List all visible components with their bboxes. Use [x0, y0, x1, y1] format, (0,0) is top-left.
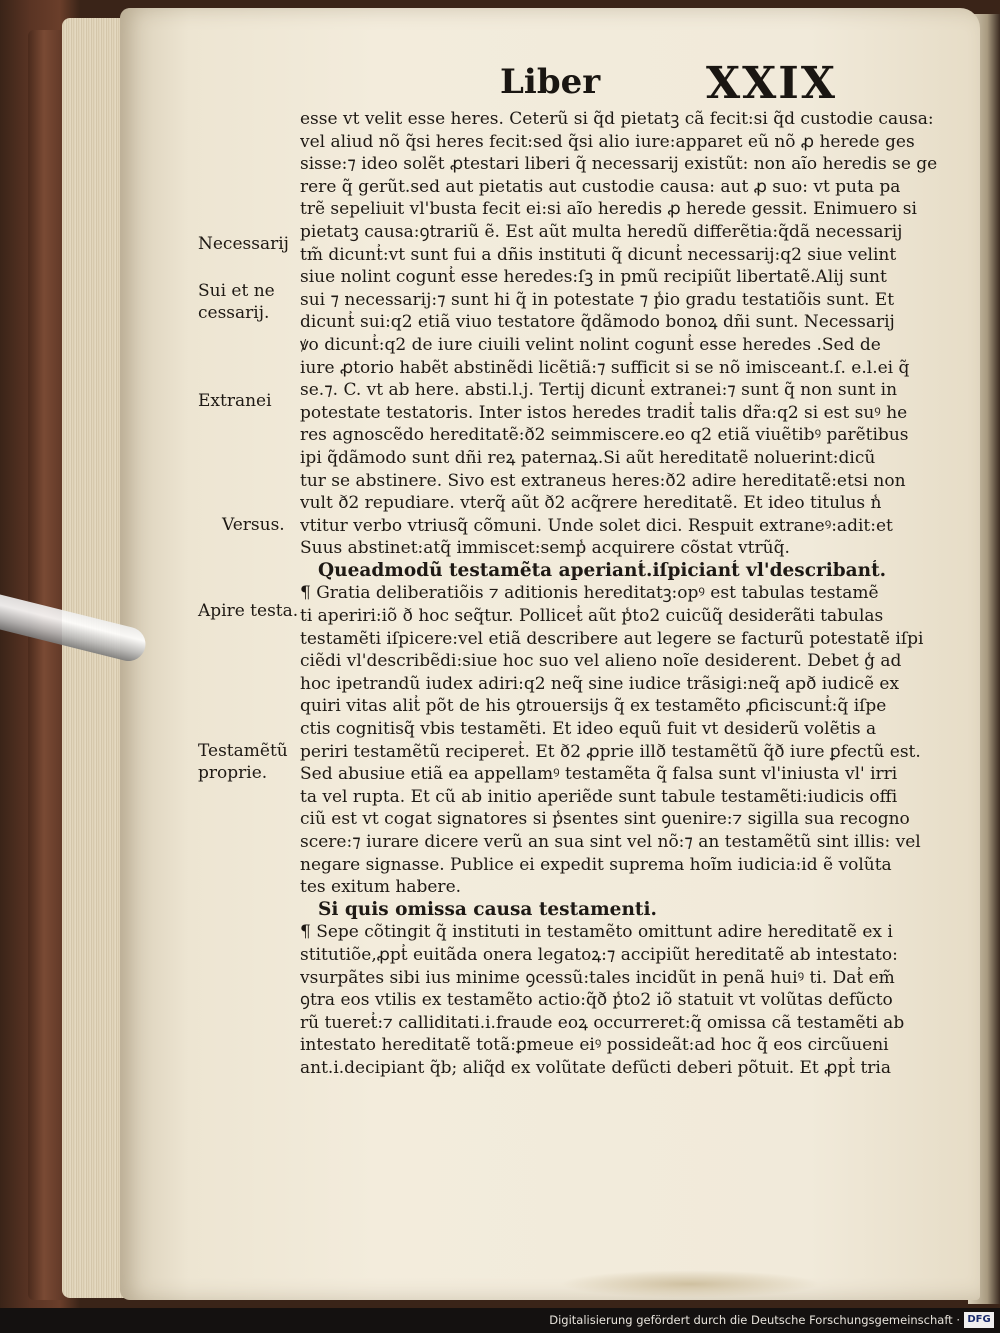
text-line: ¶ Gratia deliberatiõis ⁊ aditionis hereditatꝫ:opꝰ est tabulas testamẽ	[300, 583, 879, 604]
text-line: esse vt velit esse heres. Ceterũ si q̃d pietatꝫ cã fecit:si q̃d custodie causa:	[300, 109, 934, 129]
text-line: sui ⁊ necessarij:⁊ sunt hi q̃ in potestate ⁊ p̾io gradu testatiõis sunt. Et	[300, 289, 895, 310]
marginal-note	[198, 280, 304, 324]
text-line: tes exitum habere.	[300, 877, 462, 898]
marginal-note-text: Versus.	[222, 515, 285, 535]
marginal-note	[222, 514, 328, 536]
text-line: ciẽdi vl'describẽdi:siue hoc suo vel alieno noĩe desiderent. Debet g̾ ad	[300, 651, 902, 672]
marginal-note-text: Apire testa.	[198, 601, 299, 621]
marginal-note-text: Necessarij	[198, 234, 289, 254]
marginal-note	[198, 390, 304, 412]
text-line: iure ꝓtorio habẽt abstinẽdi licẽtiã:⁊ sufficit si se nõ imisceant.ſ. e.l.ei q̃	[300, 357, 910, 378]
text-line: ciũ est vt cogat signatores si p̾sentes sint ꝯuenire:⁊ sigilla sua recogno	[300, 809, 910, 830]
text-line: Sed abusiue etiã ea appellamꝰ testamẽta q̃ falsa sunt vl'iniusta vl' irri	[300, 764, 898, 785]
text-line: siue nolint cogunt̾ esse heredes:ſꝫ in pmũ recipiũt libertatẽ.Alij sunt	[300, 267, 887, 288]
text-line: ant.i.decipiant q̃b; aliq̃d ex volũtate defũcti deberi põtuit. Et ꝓpt̾ tria	[300, 1057, 891, 1078]
text-line: potestate testatoris. Inter istos heredes tradit̾ talis dr̃a:q2 si est suꝰ he	[300, 402, 908, 423]
marginal-note-text: cessarij.	[198, 303, 270, 323]
marginal-note-text: Testamẽtũ	[198, 741, 288, 761]
text-line: testamẽti iſpicere:vel etiã describere aut legere se facturũ potestatẽ iſpi	[300, 628, 924, 649]
text-line: sisse:⁊ ideo solẽt ꝓtestari liberi q̃ necessarij existũt: non aĩo heredis se ge	[300, 154, 938, 175]
text-line: ipi q̃dãmodo sunt dñi reꝝ paternaꝝ.Si aũt hereditatẽ noluerint:dicũ	[300, 447, 876, 468]
marginal-note-text: proprie.	[198, 763, 268, 783]
text-line: stitutiõe,ꝓpt̾ euitãda onera legatoꝝ:⁊ accipiũt hereditatẽ ab intestato:	[300, 944, 898, 965]
text-line: tur se abstinere. Sivo est extraneus heres:ð2 adire hereditatẽ:etsi non	[300, 470, 906, 491]
text-line: dicunt̾ sui:q2 etiã viuo testatore q̃dãmodo bonoꝝ dñi sunt. Necessarij	[300, 312, 895, 333]
text-line: negare signasse. Publice ei expedit suprema hoĩm iudicia:id ẽ volũta	[300, 854, 892, 875]
text-line: periri testamẽtũ reciperet̾. Et ð2 ꝓprie illð testamẽtũ q̃ð iure ꝑfectũ est.	[300, 741, 921, 762]
text-line: vel aliud nõ q̃si heres fecit:sed q̃si alio iure:apparet eũ nõ ꝓ herede ges	[300, 131, 915, 152]
text-line: se.⁊. C. vt ab here. absti.l.j. Tertij dicunt̾ extranei:⁊ sunt q̃ non sunt in	[300, 380, 898, 401]
text-line: pietatꝫ causa:ꝯtrariũ ẽ. Est aũt multa heredũ differẽtia:q̃dã necessarij	[300, 221, 903, 242]
text-line: vsurpãtes sibi ius minime ꝯcessũ:tales incidũt in penã huiꝰ ti. Dat̾ em̃	[300, 967, 895, 988]
section-heading: Si quis omissa causa testamenti.	[318, 898, 657, 920]
text-line: vult ð2 repudiare. vterq̃ aũt ð2 acq̃rere hereditatẽ. Et ideo titulus n̾	[300, 493, 882, 514]
text-line: res agnoscẽdo hereditatẽ:ð2 seimmiscere.eo q2 etiã viuẽtibꝰ parẽtibus	[300, 425, 909, 446]
text-line: ꝟo dicunt̾:q2 de iure ciuili velint nolint cogunt̾ esse heredes .Sed de	[300, 334, 881, 355]
marginal-note-text: Sui et ne	[198, 281, 275, 301]
text-line: rere q̃ gerũt.sed aut pietatis aut custodie causa: aut ꝓ suo: vt puta pa	[300, 176, 901, 197]
page-stain	[560, 1270, 820, 1298]
marginal-note	[198, 600, 304, 622]
text-line: ꝯtra eos vtilis ex testamẽto actio:q̃ð p̾to2 iõ statuit vt volũtas defũcto	[300, 990, 893, 1011]
text-line: ti aperiri:iõ ð hoc seq̃tur. Pollicet̾ aũt p̾to2 cuicũq̃ desiderãti tabulas	[300, 606, 884, 627]
marginal-note	[198, 233, 304, 255]
text-line: tm̃ dicunt̾:vt sunt fui a dñis instituti q̃ dicunt̾ necessarij:q2 siue velint	[300, 244, 897, 265]
section-heading: Queadmodũ testamẽta aperiant̾.iſpiciant̾ vl'describant̾.	[318, 559, 887, 581]
text-line: quiri vitas alit̾ põt de his ꝯtrouersijs q̃ ex testamẽto ꝓficiscunt̾:q̃ iſpe	[300, 696, 887, 717]
text-line: scere:⁊ iurare dicere verũ an sua sint vel nõ:⁊ an testamẽtũ sint illis: vel	[300, 832, 921, 852]
folio-number: XXIX	[706, 58, 837, 109]
text-line: ta vel rupta. Et cũ ab initio aperiẽde sunt tabule testamẽti:iudicis offi	[300, 786, 898, 807]
footer-bar	[0, 1308, 1000, 1333]
running-head: Liber	[500, 62, 601, 102]
marginal-note-text: Extranei	[198, 391, 272, 411]
main-text-block	[300, 108, 940, 1080]
text-line: vtitur verbo vtriusq̃ cõmuni. Unde solet dici. Respuit extraneꝰ:adit:et	[300, 515, 893, 536]
text-line: trẽ sepeliuit vl'busta fecit ei:si aĩo heredis ꝓ herede gessit. Enimuero si	[300, 199, 917, 220]
funding-credit: Digitalisierung gefördert durch die Deutsche Forschungsgemeinschaft ·	[549, 1313, 960, 1327]
text-line: ¶ Sepe cõtingit q̃ instituti in testamẽto omittunt adire hereditatẽ ex i	[300, 922, 893, 943]
text-line: hoc ipetrandũ iudex adiri:q2 neq̃ sine iudice trãsigi:neq̃ apð iudicẽ ex	[300, 673, 900, 694]
text-line: ctis cognitisq̃ vbis testamẽti. Et ideo equũ fuit vt desiderũ volẽtis a	[300, 719, 877, 740]
text-line: intestato hereditatẽ totã:ꝑmeue eiꝰ possideãt:ad hoc q̃ eos circũueni	[300, 1035, 889, 1056]
text-line: Suus abstinet:atq̃ immiscet:semp̾ acquirere cõstat vtrũq̃.	[300, 538, 790, 559]
marginal-note	[198, 740, 304, 784]
dfg-logo: DFG	[964, 1312, 994, 1328]
text-line: rũ tueret̾:⁊ calliditati.i.fraude eoꝝ occurreret:q̃ omissa cã testamẽti ab	[300, 1012, 905, 1033]
